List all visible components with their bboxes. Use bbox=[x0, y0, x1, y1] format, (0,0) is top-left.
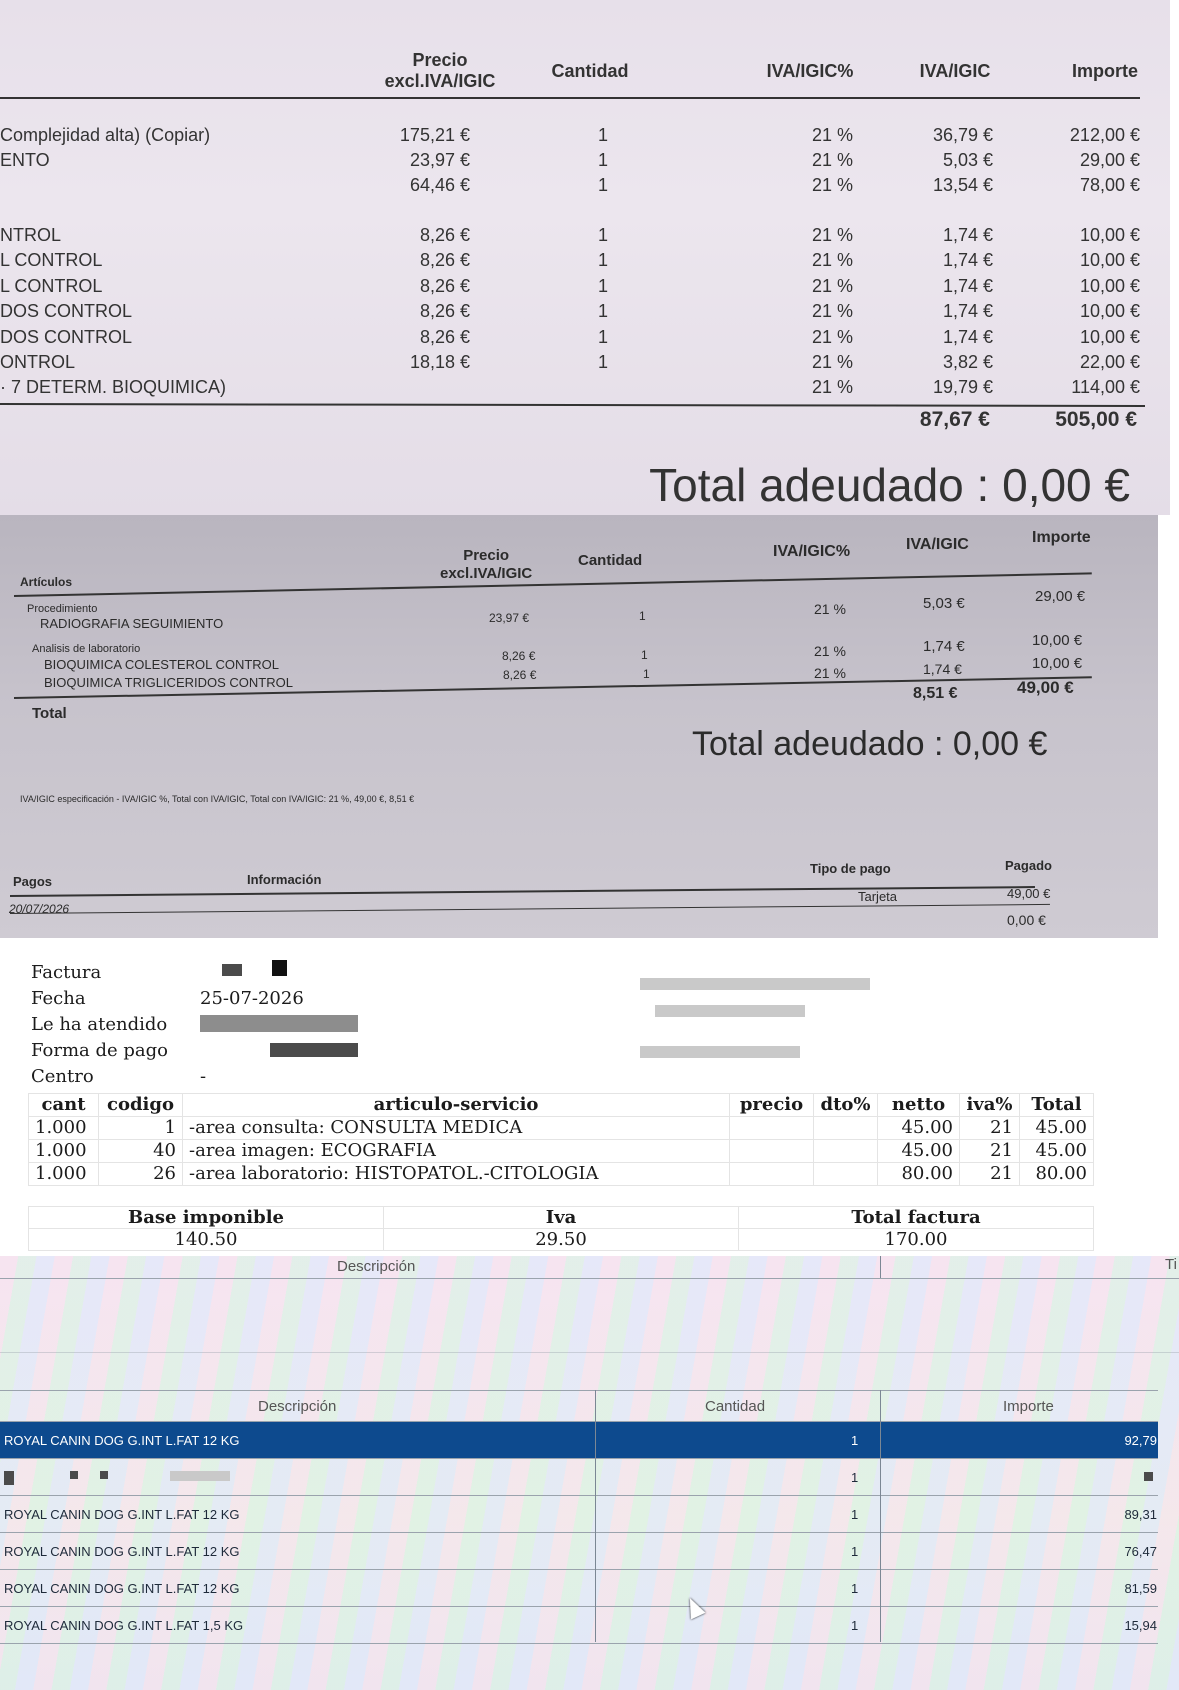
cell-iva: 21 bbox=[960, 1163, 1020, 1186]
col-header-price: Precio excl.IVA/IGIC bbox=[384, 50, 496, 91]
row-iva: 3,82 € bbox=[942, 352, 993, 372]
row-iva: 36,79 € bbox=[932, 125, 993, 145]
row-importe: 10,00 € bbox=[1079, 276, 1140, 296]
redacted-description bbox=[170, 1471, 230, 1481]
invoice1-row bbox=[0, 327, 1150, 352]
row-iva: 1,74 € bbox=[942, 327, 993, 347]
invoice-photo-2 bbox=[0, 515, 1158, 938]
sum-iva: 8,51 € bbox=[913, 685, 958, 702]
col-iva: iva% bbox=[960, 1094, 1020, 1117]
grid-cell-description: ROYAL CANIN DOG G.INT L.FAT 12 KG bbox=[4, 1581, 240, 1596]
grid-cell-description: ROYAL CANIN DOG G.INT L.FAT 12 KG bbox=[4, 1507, 240, 1522]
col-articulo: articulo-servicio bbox=[183, 1094, 730, 1117]
col-header-iva: IVA/IGIC bbox=[906, 536, 969, 553]
row-iva: 19,79 € bbox=[932, 377, 993, 397]
row-price: 23,97 € bbox=[409, 150, 470, 170]
iva-value: 29.50 bbox=[384, 1229, 739, 1251]
item-trigliceridos-importe: 10,00 € bbox=[1032, 655, 1083, 672]
cell-iva: 21 bbox=[960, 1140, 1020, 1163]
redacted-factura-2 bbox=[272, 960, 287, 976]
column-header-quantity[interactable]: Cantidad bbox=[705, 1398, 766, 1415]
top-partial-header: Ti bbox=[1165, 1256, 1177, 1273]
row-quantity: 1 bbox=[598, 175, 609, 195]
row-iva: 5,03 € bbox=[942, 150, 993, 170]
item-radiografia-importe: 29,00 € bbox=[1035, 588, 1086, 605]
row-quantity: 1 bbox=[598, 301, 609, 321]
grid-cell-quantity: 1 bbox=[851, 1507, 859, 1522]
cell-total: 45.00 bbox=[1020, 1117, 1094, 1140]
col-header-qty: Cantidad bbox=[578, 552, 643, 569]
grid-cell-quantity: 1 bbox=[851, 1544, 859, 1559]
payment-type-header: Tipo de pago bbox=[810, 861, 891, 876]
payment-type: Tarjeta bbox=[858, 889, 898, 904]
base-imponible-value: 140.50 bbox=[29, 1229, 384, 1251]
item-radiografia-price: 23,97 € bbox=[489, 611, 530, 625]
grid-cell-amount: 15,94 bbox=[1124, 1618, 1157, 1633]
centro-value: - bbox=[200, 1066, 207, 1087]
invoice1-row bbox=[0, 377, 1150, 402]
cell-iva: 21 bbox=[960, 1117, 1020, 1140]
cell-precio bbox=[730, 1117, 814, 1140]
grid-cell-quantity: 1 bbox=[851, 1618, 859, 1633]
fecha-value: 25-07-2026 bbox=[200, 988, 304, 1009]
payment-rest: 0,00 € bbox=[1007, 912, 1046, 928]
category-procedimiento: Procedimiento bbox=[27, 603, 98, 615]
tax-specification: IVA/IGIC especificación - IVA/IGIC %, Total con IVA/IGIC, Total con IVA/IGIC: 21 %, 49,00 €, 8,51 € bbox=[20, 794, 415, 804]
row-price: 8,26 € bbox=[419, 327, 470, 347]
payments-bottom-rule bbox=[10, 904, 1050, 914]
top-column-divider bbox=[880, 1256, 881, 1278]
row-description: · 7 DETERM. BIOQUIMICA) bbox=[0, 377, 227, 397]
col-header-qty: Cantidad bbox=[551, 61, 629, 81]
grid-row[interactable] bbox=[0, 1422, 1158, 1459]
item-colesterol: BIOQUIMICA COLESTEROL CONTROL bbox=[44, 657, 280, 672]
row-quantity: 1 bbox=[598, 250, 609, 270]
cell-cant: 1.000 bbox=[29, 1163, 99, 1186]
row-description: NTROL bbox=[0, 225, 62, 245]
grid-divider-2 bbox=[880, 1390, 881, 1642]
grid-row[interactable] bbox=[0, 1496, 1158, 1533]
fecha-label: Fecha bbox=[31, 988, 86, 1009]
cell-cant: 1.000 bbox=[29, 1117, 99, 1140]
payment-amount: 49,00 € bbox=[1007, 886, 1051, 901]
row-iva-percent: 21 % bbox=[812, 377, 854, 397]
col-header-importe: Importe bbox=[1071, 61, 1138, 81]
row-importe: 212,00 € bbox=[1069, 125, 1140, 145]
row-iva: 1,74 € bbox=[942, 276, 993, 296]
item-trigliceridos-qty: 1 bbox=[643, 667, 650, 681]
item-trigliceridos-pct: 21 % bbox=[814, 665, 846, 681]
grid-cell-amount: 92,79 bbox=[1124, 1433, 1157, 1448]
item-colesterol-iva: 1,74 € bbox=[923, 638, 965, 655]
redacted-amount bbox=[1144, 1472, 1153, 1481]
cell-precio bbox=[730, 1163, 814, 1186]
payment-date: 20/07/2026 bbox=[9, 902, 70, 916]
top-description-header: Descripción bbox=[337, 1258, 416, 1275]
row-importe: 29,00 € bbox=[1079, 150, 1140, 170]
redacted-address-1 bbox=[640, 978, 870, 990]
redacted-address-3 bbox=[640, 1046, 800, 1058]
printed-ticket bbox=[0, 938, 1179, 1256]
redacted-atendido bbox=[200, 1015, 358, 1032]
row-iva-percent: 21 % bbox=[812, 327, 854, 347]
item-radiografia: RADIOGRAFIA SEGUIMIENTO bbox=[40, 616, 224, 631]
row-iva-percent: 21 % bbox=[812, 276, 854, 296]
cell-dto bbox=[814, 1140, 878, 1163]
row-quantity: 1 bbox=[598, 327, 609, 347]
item-radiografia-qty: 1 bbox=[639, 609, 646, 623]
redacted-description bbox=[4, 1471, 14, 1485]
invoice1-row bbox=[0, 150, 1150, 175]
column-header-description[interactable]: Descripción bbox=[258, 1398, 337, 1415]
row-importe: 78,00 € bbox=[1079, 175, 1140, 195]
cell-dto bbox=[814, 1117, 878, 1140]
grid-top-rule bbox=[0, 1390, 1158, 1391]
invoice1-row bbox=[0, 125, 1150, 150]
header-rule bbox=[14, 572, 1092, 597]
col-header-articulos: Artículos bbox=[20, 575, 73, 589]
row-description: L CONTROL bbox=[0, 250, 103, 270]
cell-articulo: -area consulta: CONSULTA MEDICA bbox=[183, 1117, 730, 1140]
invoice-photo-1 bbox=[0, 0, 1170, 515]
header-rule bbox=[0, 97, 1140, 99]
row-quantity: 1 bbox=[598, 352, 609, 372]
cell-codigo: 26 bbox=[99, 1163, 183, 1186]
row-description: Complejidad alta) (Copiar) bbox=[0, 125, 211, 145]
grid-cell-amount: 76,47 bbox=[1124, 1544, 1157, 1559]
ticket-row bbox=[29, 1117, 1094, 1140]
cell-netto: 45.00 bbox=[878, 1140, 960, 1163]
grid-cell-description: ROYAL CANIN DOG G.INT L.FAT 12 KG bbox=[4, 1544, 240, 1559]
row-price: 8,26 € bbox=[419, 225, 470, 245]
information-header: Información bbox=[247, 872, 322, 887]
grid-row[interactable] bbox=[0, 1570, 1158, 1607]
row-iva-percent: 21 % bbox=[812, 150, 854, 170]
row-importe: 10,00 € bbox=[1079, 301, 1140, 321]
row-quantity: 1 bbox=[598, 276, 609, 296]
row-iva-percent: 21 % bbox=[812, 225, 854, 245]
category-laboratorio: Analisis de laboratorio bbox=[32, 643, 141, 655]
col-header-iva: IVA/IGIC bbox=[919, 61, 991, 81]
grid-cell-quantity: 1 bbox=[851, 1470, 859, 1485]
row-importe: 10,00 € bbox=[1079, 225, 1140, 245]
paid-header: Pagado bbox=[1005, 858, 1052, 873]
item-colesterol-pct: 21 % bbox=[814, 643, 846, 659]
item-trigliceridos-price: 8,26 € bbox=[503, 668, 537, 682]
row-description: DOS CONTROL bbox=[0, 327, 133, 347]
row-iva-percent: 21 % bbox=[812, 175, 854, 195]
redacted-forma-pago bbox=[270, 1043, 358, 1057]
grid-cell-amount: 89,31 bbox=[1124, 1507, 1157, 1522]
row-price: 18,18 € bbox=[409, 352, 470, 372]
row-importe: 114,00 € bbox=[1071, 377, 1140, 397]
invoice1-row bbox=[0, 276, 1150, 301]
row-iva-percent: 21 % bbox=[812, 352, 854, 372]
row-quantity: 1 bbox=[598, 150, 609, 170]
invoice1-row bbox=[0, 301, 1150, 326]
invoice1-row bbox=[0, 250, 1150, 275]
col-netto: netto bbox=[878, 1094, 960, 1117]
cell-netto: 80.00 bbox=[878, 1163, 960, 1186]
row-iva: 1,74 € bbox=[942, 301, 993, 321]
row-description: L CONTROL bbox=[0, 276, 103, 296]
row-iva: 13,54 € bbox=[932, 175, 993, 195]
col-header-iva-pct: IVA/IGIC% bbox=[766, 61, 854, 81]
col-codigo: codigo bbox=[99, 1094, 183, 1117]
row-iva: 1,74 € bbox=[942, 225, 993, 245]
col-header-iva-pct: IVA/IGIC% bbox=[773, 543, 851, 560]
iva-label: Iva bbox=[384, 1207, 739, 1229]
cell-articulo: -area laboratorio: HISTOPATOL.-CITOLOGIA bbox=[183, 1163, 730, 1186]
grid-cell-description: ROYAL CANIN DOG G.INT L.FAT 1,5 KG bbox=[4, 1618, 244, 1633]
grid-divider-1 bbox=[595, 1390, 596, 1642]
ticket-items-table bbox=[28, 1093, 1094, 1186]
grid-row-rule bbox=[0, 1643, 1158, 1644]
item-trigliceridos: BIOQUIMICA TRIGLICERIDOS CONTROL bbox=[44, 675, 293, 690]
grid-cell-quantity: 1 bbox=[851, 1433, 859, 1448]
total-factura-label: Total factura bbox=[739, 1207, 1094, 1229]
col-total: Total bbox=[1020, 1094, 1094, 1117]
sum-iva: 87,67 € bbox=[919, 408, 990, 431]
ticket-row bbox=[29, 1163, 1094, 1186]
row-iva: 1,74 € bbox=[942, 250, 993, 270]
cell-precio bbox=[730, 1140, 814, 1163]
row-quantity: 1 bbox=[598, 225, 609, 245]
ticket-totals bbox=[28, 1206, 1094, 1251]
row-description: ONTROL bbox=[0, 352, 76, 372]
centro-label: Centro bbox=[31, 1066, 94, 1087]
cell-total: 45.00 bbox=[1020, 1140, 1094, 1163]
sum-importe: 505,00 € bbox=[1055, 408, 1137, 431]
col-precio: precio bbox=[730, 1094, 814, 1117]
screen-photo bbox=[0, 1256, 1179, 1690]
row-price: 8,26 € bbox=[419, 301, 470, 321]
row-iva-percent: 21 % bbox=[812, 125, 854, 145]
cell-total: 80.00 bbox=[1020, 1163, 1094, 1186]
col-header-price: Precio excl.IVA/IGIC bbox=[440, 547, 533, 582]
redacted-description bbox=[100, 1471, 108, 1479]
redacted-factura bbox=[222, 964, 242, 976]
row-price: 8,26 € bbox=[419, 276, 470, 296]
row-importe: 10,00 € bbox=[1079, 327, 1140, 347]
row-description: DOS CONTROL bbox=[0, 301, 133, 321]
item-colesterol-qty: 1 bbox=[641, 648, 648, 662]
item-radiografia-pct: 21 % bbox=[814, 601, 846, 617]
grid-row[interactable] bbox=[0, 1459, 1158, 1496]
item-radiografia-iva: 5,03 € bbox=[923, 595, 965, 612]
row-iva-percent: 21 % bbox=[812, 250, 854, 270]
column-header-amount[interactable]: Importe bbox=[1003, 1398, 1054, 1415]
grid-row[interactable] bbox=[0, 1533, 1158, 1570]
col-header-importe: Importe bbox=[1032, 529, 1091, 546]
grid-cell-quantity: 1 bbox=[851, 1581, 859, 1596]
payments-header: Pagos bbox=[13, 874, 53, 889]
forma-pago-label: Forma de pago bbox=[31, 1040, 168, 1061]
cell-netto: 45.00 bbox=[878, 1117, 960, 1140]
total-owed: Total adeudado : 0,00 € bbox=[649, 459, 1130, 511]
factura-label: Factura bbox=[31, 962, 102, 983]
top-header-rule bbox=[0, 1278, 1179, 1279]
row-importe: 22,00 € bbox=[1079, 352, 1140, 372]
row-importe: 10,00 € bbox=[1079, 250, 1140, 270]
col-dto: dto% bbox=[814, 1094, 878, 1117]
row-price: 8,26 € bbox=[419, 250, 470, 270]
ticket-header-row bbox=[29, 1094, 1094, 1117]
item-trigliceridos-iva: 1,74 € bbox=[923, 661, 962, 677]
item-colesterol-importe: 10,00 € bbox=[1032, 632, 1083, 649]
total-owed: Total adeudado : 0,00 € bbox=[692, 725, 1048, 763]
row-price: 175,21 € bbox=[399, 125, 470, 145]
redacted-address-2 bbox=[655, 1005, 805, 1017]
redacted-description bbox=[70, 1471, 78, 1479]
base-imponible-label: Base imponible bbox=[29, 1207, 384, 1229]
sum-rule bbox=[0, 403, 1145, 407]
invoice1-row bbox=[0, 225, 1150, 250]
total-factura-value: 170.00 bbox=[739, 1229, 1094, 1251]
grid-cell-description: ROYAL CANIN DOG G.INT L.FAT 12 KG bbox=[4, 1433, 240, 1448]
cell-articulo: -area imagen: ECOGRAFIA bbox=[183, 1140, 730, 1163]
ticket-row bbox=[29, 1140, 1094, 1163]
row-price: 64,46 € bbox=[409, 175, 470, 195]
grid-row[interactable] bbox=[0, 1607, 1158, 1644]
cell-codigo: 1 bbox=[99, 1117, 183, 1140]
row-quantity: 1 bbox=[598, 125, 609, 145]
atendido-label: Le ha atendido bbox=[31, 1014, 168, 1035]
row-description: ENTO bbox=[0, 150, 50, 170]
cell-cant: 1.000 bbox=[29, 1140, 99, 1163]
cell-dto bbox=[814, 1163, 878, 1186]
faint-rule bbox=[0, 1352, 1179, 1353]
sum-importe: 49,00 € bbox=[1017, 678, 1074, 697]
invoice1-row bbox=[0, 352, 1150, 377]
total-label: Total bbox=[32, 705, 67, 722]
cell-codigo: 40 bbox=[99, 1140, 183, 1163]
invoice1-row bbox=[0, 175, 1150, 200]
row-iva-percent: 21 % bbox=[812, 301, 854, 321]
col-cant: cant bbox=[29, 1094, 99, 1117]
item-colesterol-price: 8,26 € bbox=[502, 649, 536, 663]
grid-cell-amount: 81,59 bbox=[1124, 1581, 1157, 1596]
